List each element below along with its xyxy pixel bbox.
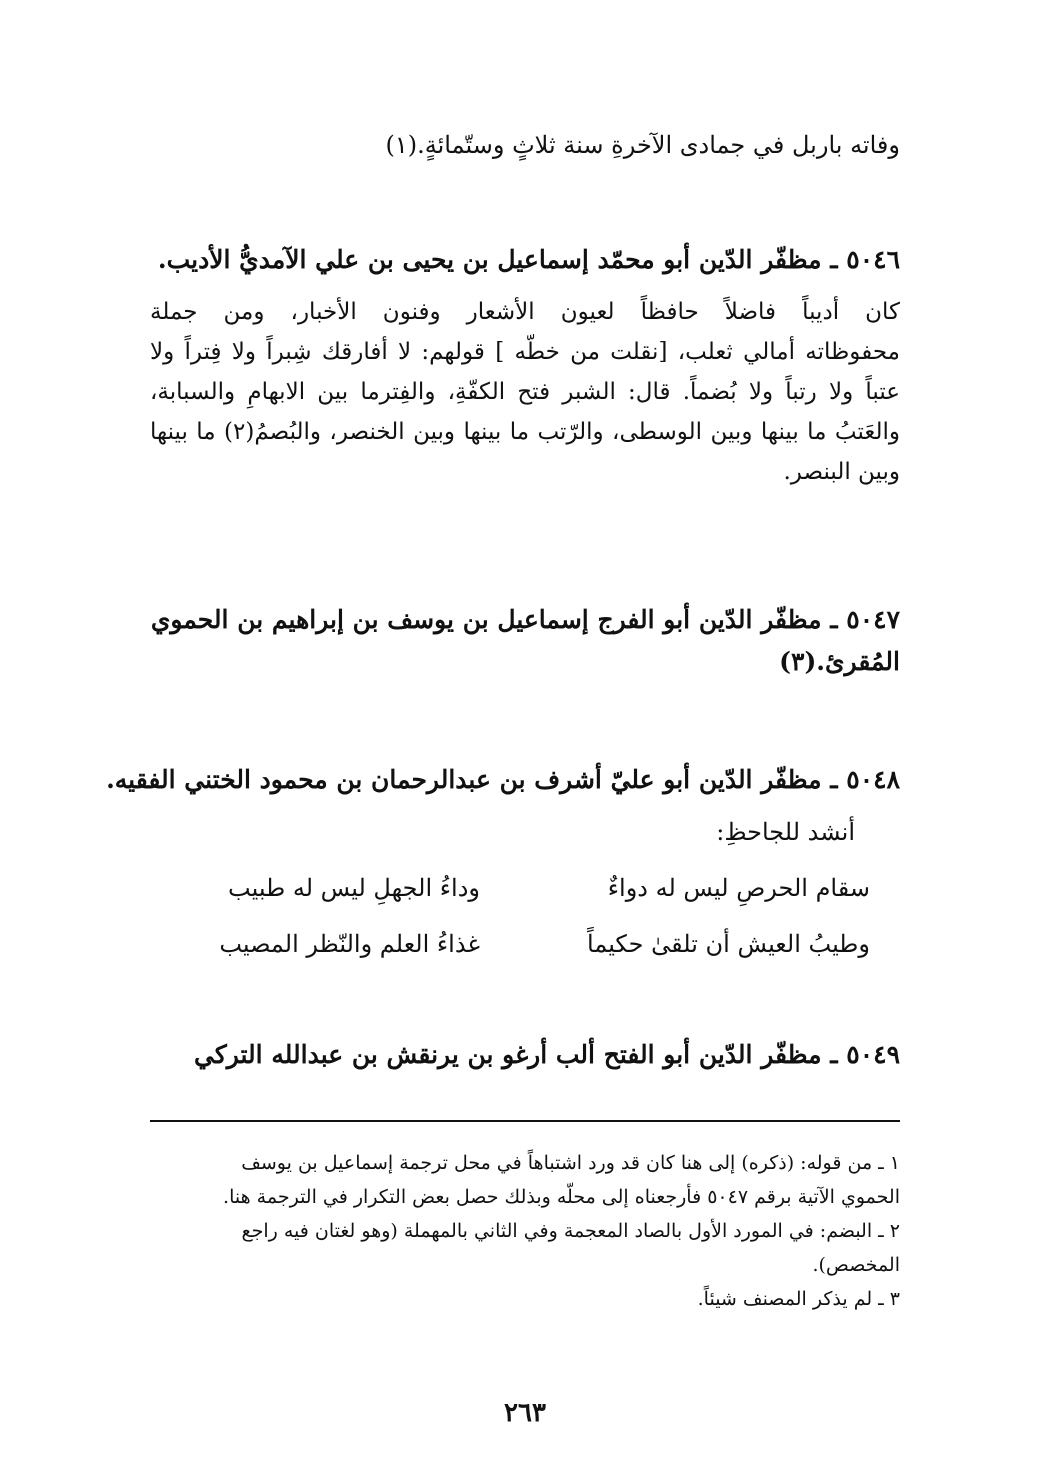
footnote-divider bbox=[150, 1120, 900, 1122]
continuation-line: وفاته باربل في جمادى الآخرةِ سنة ثلاثٍ وستّمائةٍ.(١) bbox=[385, 131, 900, 159]
footnote-2-line: المخصص). bbox=[812, 1254, 900, 1276]
footnote-1-line: الحموي الآتية برقم ٥٠٤٧ فأرجعناه إلى محلّه وبذلك حصل بعض التكرار في الترجمة هنا. bbox=[223, 1186, 900, 1208]
entry-5047-heading: ٥٠٤٧ ـ مظفّر الدّين أبو الفرج إسماعيل بن يوسف بن إبراهيم بن الحموي bbox=[150, 605, 900, 634]
entry-5049-heading: ٥٠٤٩ ـ مظفّر الدّين أبو الفتح ألب أرغو بن يرنقش بن عبدالله التركي bbox=[193, 1040, 900, 1069]
entry-5048-heading: ٥٠٤٨ ـ مظفّر الدّين أبو عليّ أشرف بن عبدالرحمان بن محمود الختني الفقيه. bbox=[106, 765, 900, 794]
entry-5046-line: وبين البنصر. bbox=[783, 459, 900, 485]
footnote-3-line: ٣ ـ لم يذكر المصنف شيئاً. bbox=[697, 1288, 900, 1310]
verse-row bbox=[150, 924, 900, 964]
verse-row bbox=[150, 868, 900, 908]
entry-5046-line: والعَتبُ ما بينها وبين الوسطى، والرّتب ما بينها وبين الخنصر، والبُصمُ(٢) ما بينها bbox=[150, 419, 900, 445]
entry-5046-body bbox=[150, 292, 900, 492]
entry-5047-heading-cont: المُقرئ.(٣) bbox=[779, 647, 900, 676]
verse-first-hemistich: وطيبُ العيش أن تلقىٰ حكيماً bbox=[587, 930, 870, 958]
entry-5046-line: كان أديباً فاضلاً حافظاً لعيون الأشعار وفنون الأخبار، ومن جملة bbox=[150, 299, 900, 325]
verse-first-hemistich: سقام الحرصِ ليس له دواءٌ bbox=[607, 874, 870, 902]
verse-second-hemistich: غذاءُ العلم والنّظر المصيب bbox=[219, 930, 480, 958]
poem-intro: أنشد للجاحظِ: bbox=[716, 818, 855, 846]
footnotes bbox=[150, 1146, 900, 1316]
page-number: ٢٦٣ bbox=[504, 1398, 546, 1428]
entry-5046-line: عتباً ولا رتباً ولا بُضماً. قال: الشبر فتح الكفّةِ، والفِترما بين الابهامِ والسبابة، bbox=[150, 379, 900, 405]
footnote-2-line: ٢ ـ البضم: في المورد الأول بالصاد المعجمة وفي الثاني بالمهملة (وهو لغتان فيه راجع bbox=[241, 1220, 900, 1242]
entry-5046-heading: ٥٠٤٦ ـ مظفّر الدّين أبو محمّد إسماعيل بن يحيى بن علي الآمديُّ الأديب. bbox=[157, 245, 900, 274]
verse-second-hemistich: وداءُ الجهلِ ليس له طبيب bbox=[228, 874, 480, 902]
entry-5046-line: محفوظاته أمالي ثعلب، [نقلت من خطّه ] قولهم: لا أفارقك شِبراً ولا فِتراً ولا bbox=[150, 339, 900, 365]
footnote-1-line: ١ ـ من قوله: (ذكره) إلى هنا كان قد ورد اشتباهاً في محل ترجمة إسماعيل بن يوسف bbox=[241, 1152, 900, 1174]
